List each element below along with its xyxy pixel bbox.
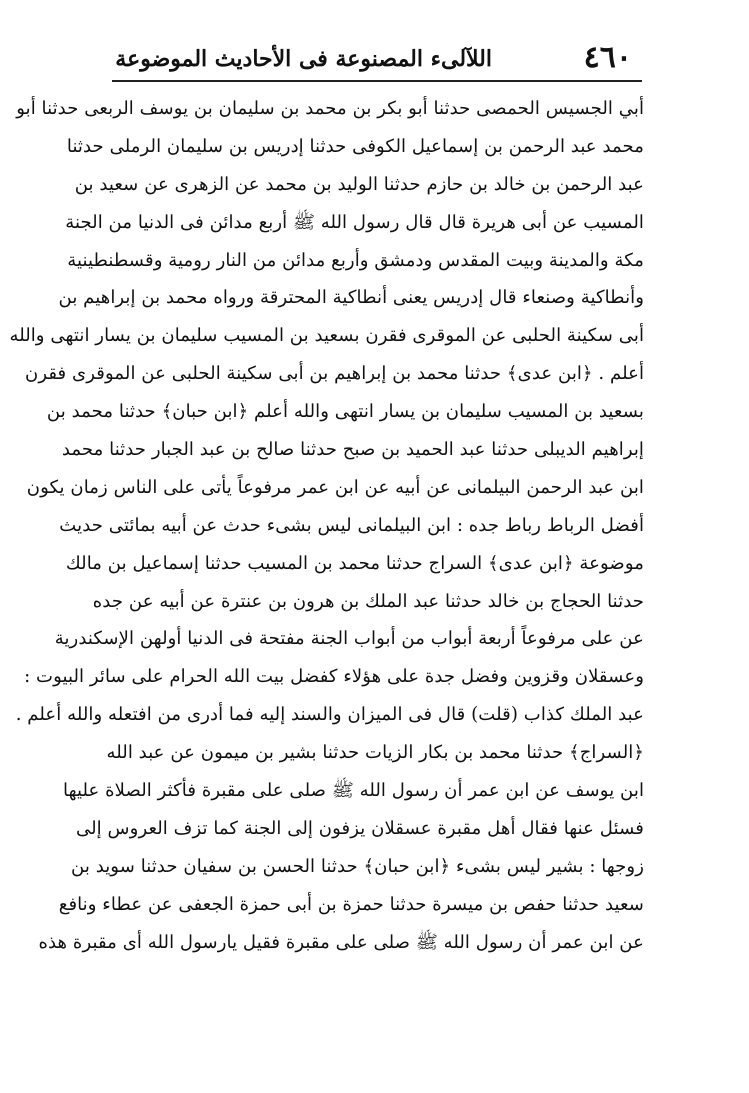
- text-line: سعيد حدثنا حفص بن ميسرة حدثنا حمزة بن أبى حمزة الجعفى عن عطاء ونافع: [58, 893, 644, 915]
- text-line: إبراهيم الديبلى حدثنا عبد الحميد بن صبح حدثنا صالح بن عبد الجبار حدثنا محمد: [61, 439, 644, 461]
- text-line: مكة والمدينة وبيت المقدس ودمشق وأربع مدائن من النار رومية وقسطنطينية: [67, 249, 644, 271]
- text-line: أعلم . ﴿ابن عدى﴾ حدثنا محمد بن إبراهيم بن أبى سكينة الحلبى عن الموقرى فقرن: [24, 363, 644, 385]
- text-line: المسيب عن أبى هريرة قال قال رسول الله ﷺ أربع مدائن فى الدنيا من الجنة: [65, 211, 644, 233]
- text-line: زوجها : بشير ليس بشىء ﴿ابن حبان﴾ حدثنا الحسن بن سفيان حدثنا سويد بن: [71, 855, 644, 877]
- text-line: حدثنا الحجاج بن خالد حدثنا عبد الملك بن هرون بن عنترة عن أبيه عن جده: [92, 590, 644, 612]
- body-text: [9, 90, 644, 961]
- running-title: اللآلىء المصنوعة فى الأحاديث الموضوعة: [115, 46, 492, 72]
- header-rule: [112, 80, 642, 82]
- text-line: موضوعة ﴿ابن عدى﴾ السراج حدثنا محمد بن المسيب حدثنا إسماعيل بن مالك: [65, 552, 644, 574]
- page-header: [112, 40, 642, 78]
- text-line: أبي الجسيس الحمصى حدثنا أبو بكر بن محمد بن سليمان بن يوسف الربعى حدثنا أبو: [16, 98, 644, 119]
- text-line: أبى سكينة الحلبى عن الموقرى فقرن بسعيد بن المسيب سليمان بن يسار انتهى والله: [9, 325, 644, 347]
- text-line: أفضل الرباط رباط جده : ابن البيلمانى ليس بشىء حدث عن أبيه بمائتى حديث: [59, 514, 644, 536]
- text-line: وعسقلان وقزوين وفضل جدة على هؤلاء كفضل بيت الله الحرام على سائر البيوت :: [24, 666, 644, 688]
- text-line: وأنطاكية وصنعاء قال إدريس يعنى أنطاكية المحترقة ورواه محمد بن إبراهيم بن: [58, 287, 644, 309]
- text-line: عبد الرحمن بن خالد بن حازم حدثنا الوليد بن محمد عن الزهرى عن سعيد بن: [74, 173, 644, 195]
- text-line: بسعيد بن المسيب سليمان بن يسار انتهى والله أعلم ﴿ابن حبان﴾ حدثنا محمد بن: [46, 401, 644, 423]
- text-line: ابن عبد الرحمن البيلمانى عن أبيه عن ابن عمر مرفوعاً يأتى على الناس زمان يكون: [26, 476, 644, 498]
- text-line: عبد الملك كذاب (قلت) قال فى الميزان والسند إليه فما أدرى من افتعله والله أعلم .: [15, 704, 644, 726]
- text-line: ابن يوسف عن ابن عمر أن رسول الله ﷺ صلى على مقبرة فأكثر الصلاة عليها: [63, 780, 644, 802]
- text-line: عن ابن عمر أن رسول الله ﷺ صلى على مقبرة فقيل يارسول الله أى مقبرة هذه: [38, 931, 644, 953]
- text-line: عن على مرفوعاً أربعة أبواب من أبواب الجنة مفتحة فى الدنيا أولهن الإسكندرية: [54, 628, 644, 650]
- text-line: محمد عبد الرحمن بن إسماعيل الكوفى حدثنا إدريس بن سليمان الرملى حدثنا: [66, 135, 644, 157]
- text-line: فسئل عنها فقال أهل مقبرة عسقلان يزفون إلى الجنة كما تزف العروس إلى: [75, 817, 644, 839]
- page-number: ٤٦٠: [583, 40, 632, 75]
- text-line: ﴿السراج﴾ حدثنا محمد بن بكار الزيات حدثنا بشير بن ميمون عن عبد الله: [106, 742, 644, 764]
